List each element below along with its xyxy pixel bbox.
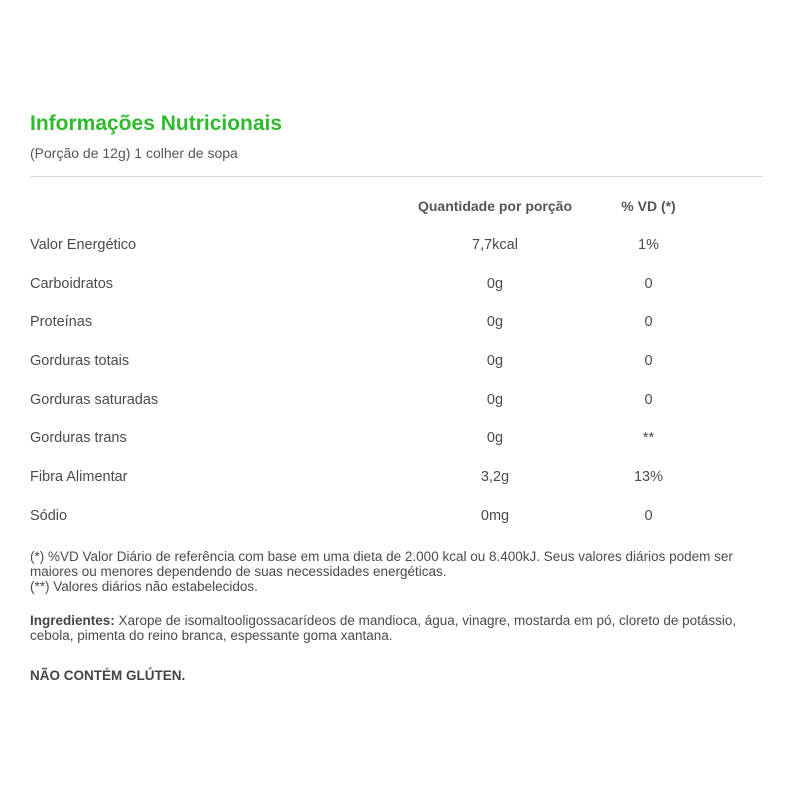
- divider: [30, 176, 763, 177]
- nutrient-name: Proteínas: [30, 314, 93, 331]
- gluten-notice: NÃO CONTÉM GLÚTEN.: [30, 668, 186, 684]
- footnote-vd: (*) %VD Valor Diário de referência com base em uma dieta de 2.000 kcal ou 8.400kJ. Seus valores diários podem ser maiores ou menores dependendo de suas necessidades energéticas.: [30, 549, 733, 580]
- nutrient-quantity: 0g: [486, 430, 504, 447]
- column-header-quantity: Quantidade por porção: [417, 198, 572, 215]
- nutrient-quantity: 0g: [486, 275, 504, 292]
- table-row: [30, 264, 763, 303]
- footnote-not-established: (**) Valores diários não estabelecidos.: [30, 579, 258, 595]
- nutrient-name: Gorduras trans: [30, 430, 127, 447]
- ingredients: [30, 613, 763, 643]
- table-row: [30, 419, 763, 458]
- portion-size: (Porção de 12g) 1 colher de sopa: [30, 145, 238, 161]
- nutrient-vd: 0: [644, 275, 653, 292]
- nutrient-name: Sódio: [30, 507, 68, 524]
- table-header-row: [30, 187, 763, 226]
- nutrient-vd: 13%: [633, 469, 664, 486]
- nutrient-name: Valor Energético: [30, 237, 137, 254]
- nutrient-quantity: 0g: [486, 353, 504, 370]
- nutrient-vd: 0: [644, 353, 653, 370]
- nutrient-vd: 0: [644, 507, 653, 524]
- page-title: Informações Nutricionais: [30, 112, 283, 135]
- footnotes: [30, 549, 763, 594]
- nutrient-name: Gorduras saturadas: [30, 391, 159, 408]
- nutrition-table: [30, 187, 763, 535]
- ingredients-text: Xarope de isomaltooligossacarídeos de mandioca, água, vinagre, mostarda em pó, cloreto de potássio, cebola, pimenta do reino branca, espessante goma xantana.: [30, 613, 737, 644]
- table-row: [30, 226, 763, 265]
- nutrient-quantity: 0g: [486, 391, 504, 408]
- ingredients-label: Ingredientes:: [30, 613, 115, 629]
- nutrient-quantity: 0mg: [480, 507, 510, 524]
- nutrient-vd: **: [642, 430, 655, 447]
- nutrient-name: Gorduras totais: [30, 353, 130, 370]
- nutrient-vd: 0: [644, 391, 653, 408]
- nutrient-name: Carboidratos: [30, 275, 114, 292]
- nutrient-vd: 1%: [638, 237, 659, 254]
- table-row: [30, 342, 763, 381]
- table-row: [30, 497, 763, 536]
- table-row: [30, 458, 763, 497]
- nutrition-panel: [30, 110, 763, 684]
- nutrient-quantity: 3,2g: [480, 469, 510, 486]
- table-row: [30, 303, 763, 342]
- column-header-vd: % VD (*): [621, 198, 676, 215]
- column-header-nutrient: [30, 187, 390, 226]
- table-row: [30, 380, 763, 419]
- nutrient-name: Fibra Alimentar: [30, 469, 128, 486]
- nutrient-quantity: 0g: [486, 314, 504, 331]
- nutrient-vd: 0: [644, 314, 653, 331]
- nutrient-quantity: 7,7kcal: [472, 237, 518, 254]
